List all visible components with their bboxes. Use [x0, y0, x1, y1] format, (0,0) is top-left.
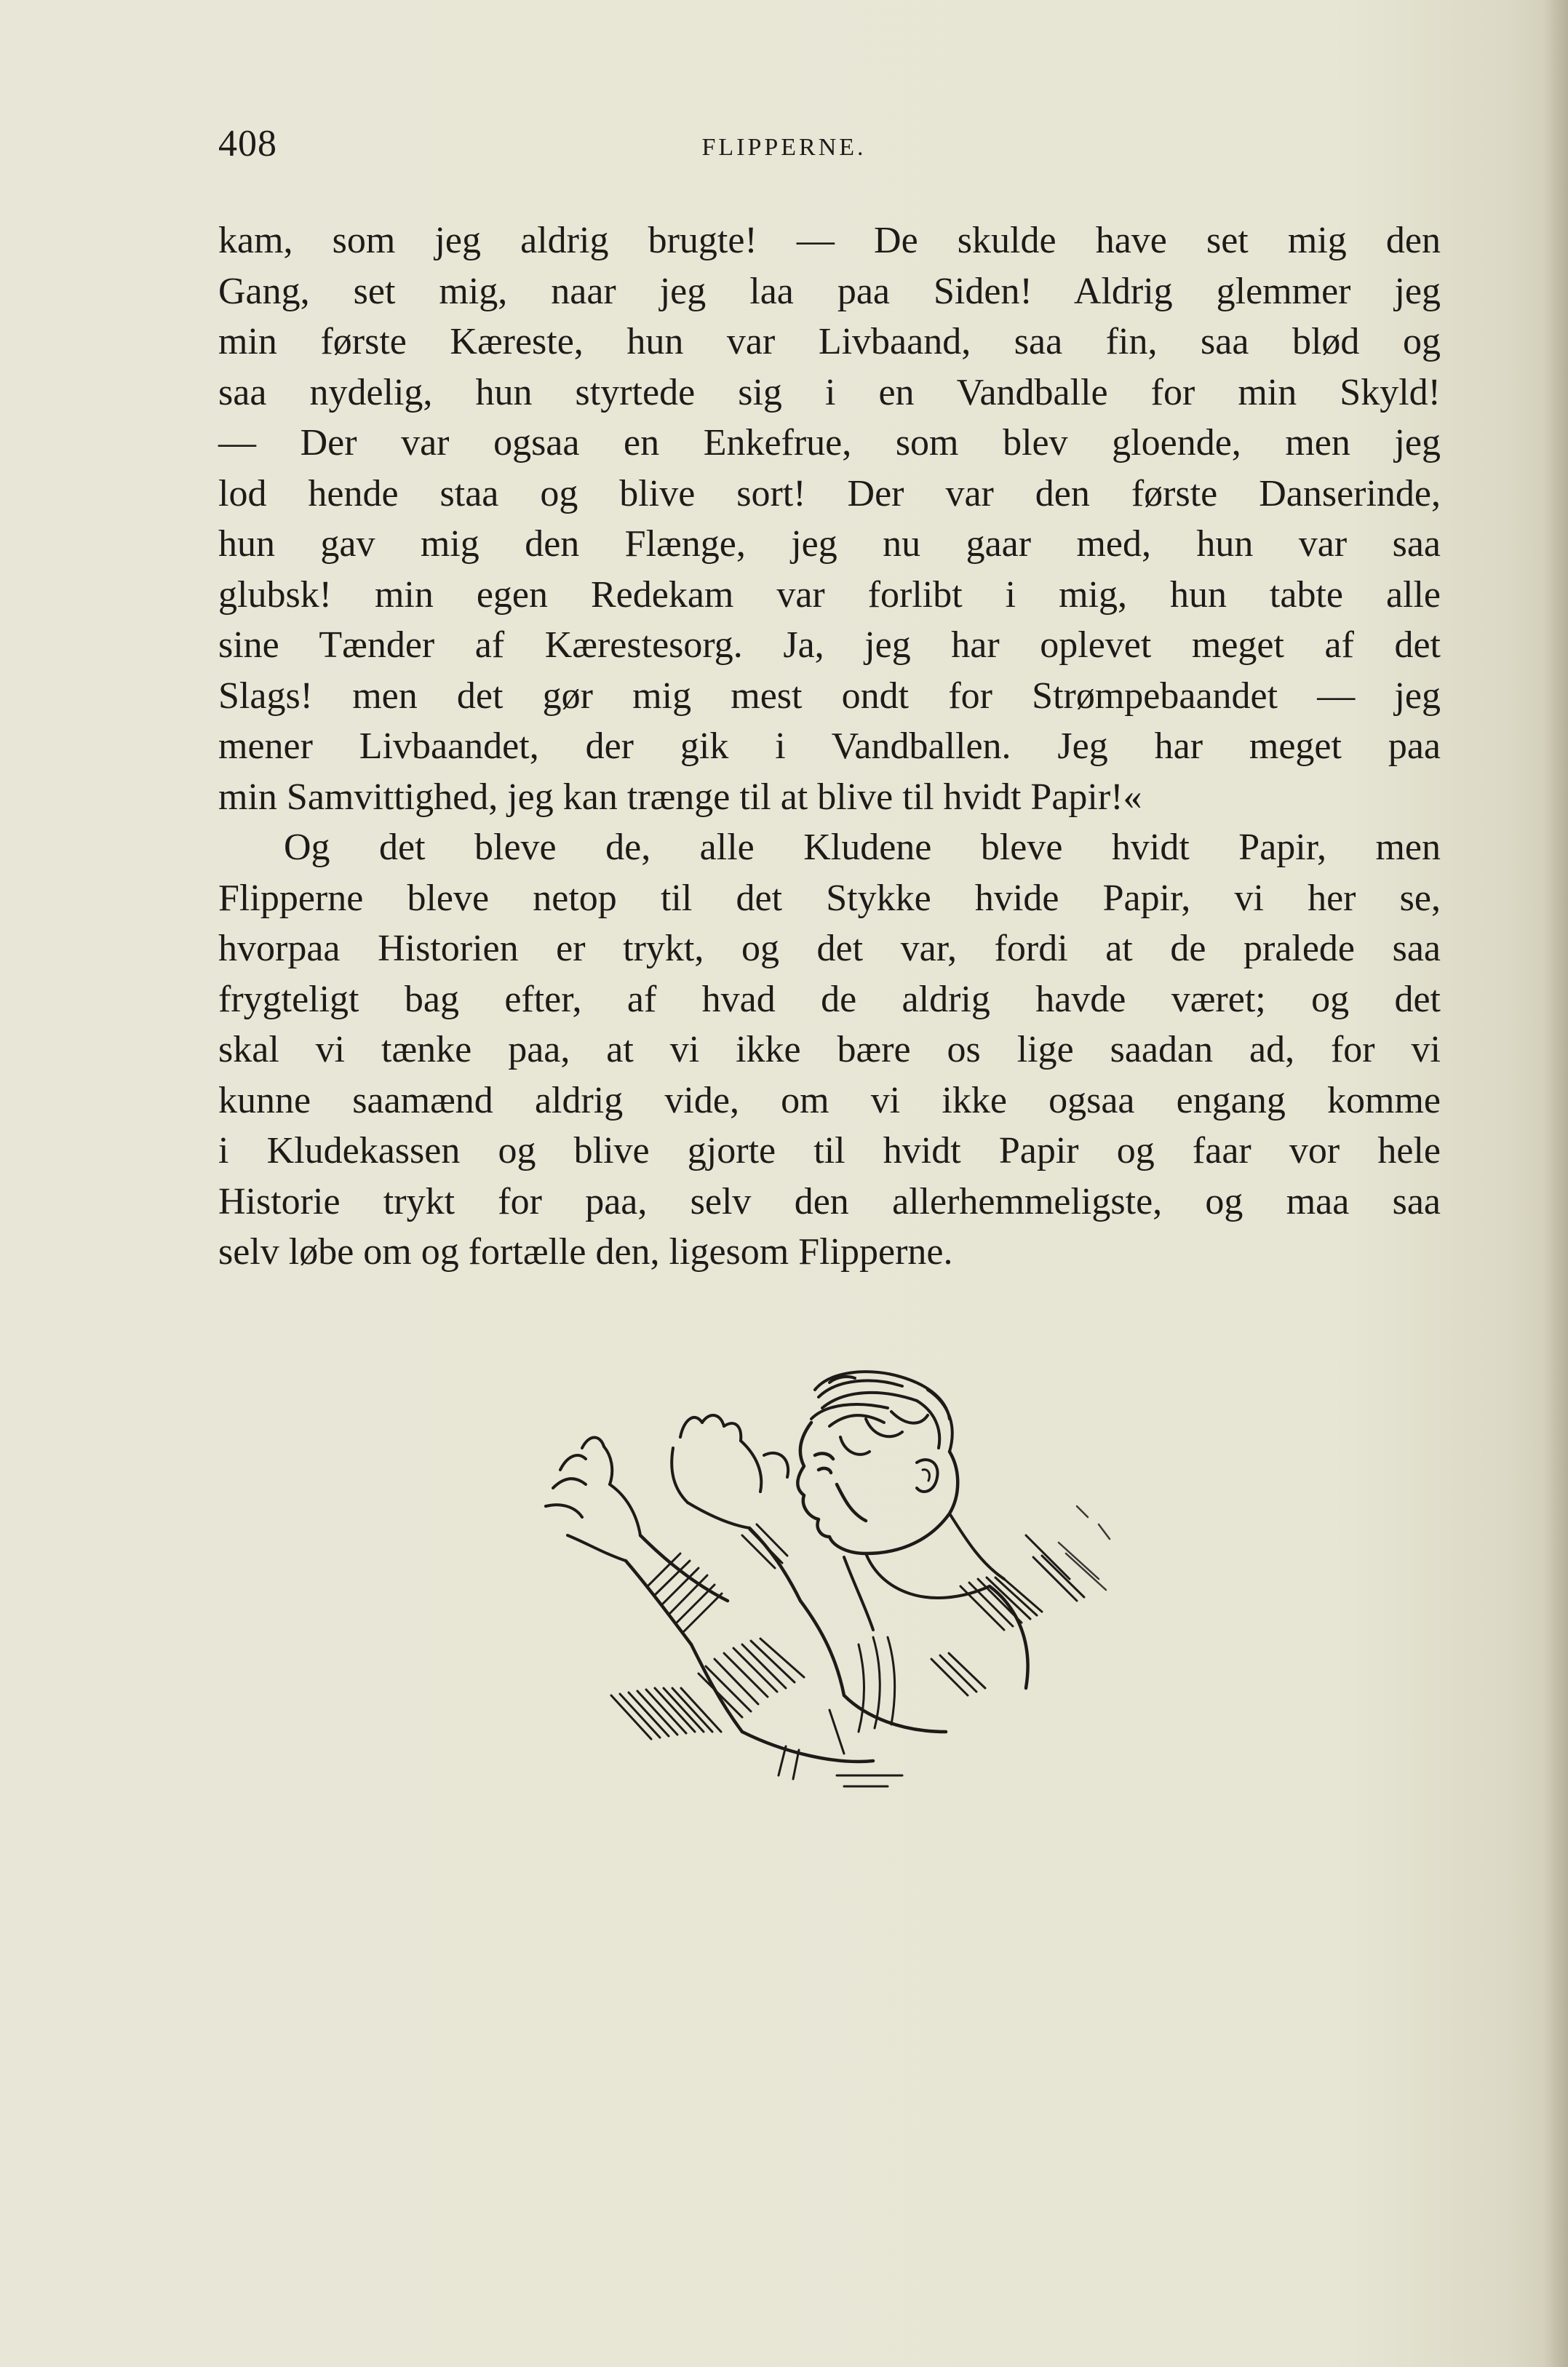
text-line: hvorpaa Historien er trykt, og det var, fordi at de pralede saa — [218, 928, 1441, 969]
text-line: frygteligt bag efter, af hvad de aldrig havde været; og det — [218, 978, 1441, 1020]
text-line: — Der var ogsaa en Enkefrue, som blev gloende, men jeg — [218, 422, 1441, 464]
paragraph-start-line: Og det bleve de, alle Kludene bleve hvidt Papir, men — [284, 827, 1441, 868]
text-line: sine Tænder af Kærestesorg. Ja, jeg har oplevet meget af det — [218, 624, 1441, 666]
text-line: Flipperne bleve netop til det Stykke hvide Papir, vi her se, — [218, 877, 1441, 919]
text-line: skal vi tænke paa, at vi ikke bære os lige saadan ad, for vi — [218, 1029, 1441, 1070]
body-text — [218, 215, 1441, 1278]
text-line: min første Kæreste, hun var Livbaand, saa fin, saa blød og — [218, 321, 1441, 362]
paragraph-end-line: min Samvittighed, jeg kan trænge til at blive til hvidt Papir!« — [218, 776, 1142, 818]
text-line: hun gav mig den Flænge, jeg nu gaar med, hun var saa — [218, 523, 1441, 565]
text-line: lod hende staa og blive sort! Der var den første Danserinde, — [218, 472, 1441, 514]
paragraph-end-line: selv løbe om og fortælle den, ligesom Flipperne. — [218, 1231, 953, 1273]
text-line: glubsk! min egen Redekam var forlibt i mig, hun tabte alle — [218, 573, 1441, 616]
text-line: Gang, set mig, naar jeg laa paa Siden! Aldrig glemmer jeg — [218, 270, 1441, 312]
running-title: FLIPPERNE. — [701, 134, 867, 161]
text-line: Slags! men det gør mig mest ondt for Strømpebaandet — jeg — [218, 675, 1441, 717]
text-line: kunne saamænd aldrig vide, om vi ikke ogsaa engang komme — [218, 1079, 1441, 1121]
boasting-man-engraving-icon — [524, 1368, 1150, 1841]
text-line: Historie trykt for paa, selv den allerhemmeligste, og maa saa — [218, 1180, 1441, 1222]
page-number: 408 — [218, 123, 277, 164]
text-line: kam, som jeg aldrig brugte! — De skulde have set mig den — [218, 220, 1441, 261]
text-line: mener Livbaandet, der gik i Vandballen. Jeg har meget paa — [218, 725, 1441, 767]
page-edge-shadow — [1543, 0, 1568, 2367]
text-line: saa nydelig, hun styrtede sig i en Vandballe for min Skyld! — [218, 371, 1441, 413]
text-line: i Kludekassen og blive gjorte til hvidt Papir og faar vor hele — [218, 1130, 1441, 1171]
